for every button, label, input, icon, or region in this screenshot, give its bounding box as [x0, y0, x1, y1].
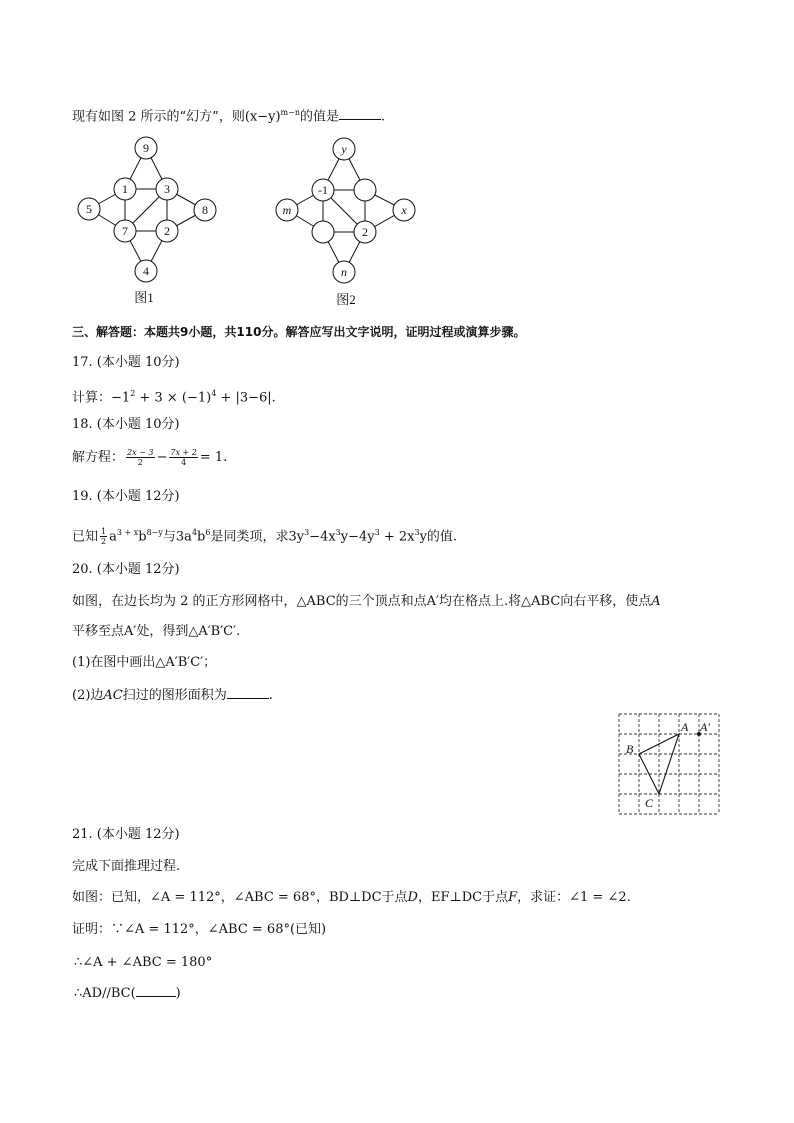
section-3-score: 110 [236, 325, 262, 339]
q18-num2: 7x + 2 [170, 448, 197, 457]
q20-line1-A: A [651, 594, 661, 609]
q19-t3: y−4y [340, 529, 375, 545]
q18-fraction-2 [169, 448, 197, 467]
section-3-count: 9 [180, 325, 189, 339]
q19-fnum: 1 [101, 527, 107, 537]
q20-answer-blank[interactable] [227, 686, 269, 699]
figure-2 [276, 138, 415, 283]
q21-point-d: D [407, 890, 418, 905]
fig1-node-ul: 1 [122, 182, 128, 196]
q21-line2-a: 如图：已知，∠A = 112°，∠ABC = 68°，BD⊥DC于点 [72, 890, 408, 905]
label-b: B [626, 742, 634, 756]
q18-equation [72, 448, 227, 467]
fig2-node-lr: 2 [362, 225, 368, 239]
q21-reason-blank[interactable] [136, 984, 176, 997]
q17-label: 计算： [72, 390, 112, 406]
q17-term1: −1 [111, 390, 131, 406]
q18-num1: 2x − 3 [127, 448, 154, 457]
q21-line2 [72, 889, 631, 907]
q19-fden: 2 [101, 537, 107, 547]
q19-header: 19. (本小题 12分) [72, 489, 180, 504]
q19-a-exp: 3 + x [116, 528, 139, 537]
q18-fraction-1 [126, 448, 154, 467]
figure-1 [78, 137, 216, 282]
q19-statement [72, 524, 457, 546]
q21-line2-b: ，EF⊥DC于点 [417, 890, 509, 905]
q21-point-f: F [508, 890, 518, 905]
fig2-node-bottom: n [341, 265, 347, 279]
q21-line1: 完成下面推理过程. [72, 859, 181, 874]
fig1-node-ll: 7 [122, 224, 128, 238]
q20-part2-text: 扫过的图形面积为 [122, 688, 227, 703]
fig2-caption: 图2 [336, 292, 356, 307]
q16-suffix: 的值是 [300, 109, 340, 125]
q16-answer-blank[interactable] [339, 107, 381, 120]
fig2-node-right: x [401, 203, 407, 217]
q20-line1 [72, 593, 661, 611]
q19-label: 已知 [72, 529, 99, 545]
label-a: A [681, 720, 689, 734]
q19-t3-exp: 3 [374, 528, 380, 537]
q19-fraction [100, 527, 107, 546]
q19-t1-exp: 3 [304, 528, 310, 537]
section-3-rest: 分。解答应写出文字说明，证明过程或演算步骤。 [261, 325, 526, 339]
q16-prefix: 现有如图 2 所示的“幻方”，则(x−y) [72, 109, 281, 125]
q21-line5 [74, 984, 181, 1003]
q19-b: b [138, 529, 147, 545]
q21-line3: 证明：∵∠A = 112°，∠ABC = 68°(已知) [72, 922, 327, 937]
q20-part2-end: . [268, 688, 273, 703]
q18-rhs: = 1. [199, 450, 228, 465]
q18-den1: 2 [137, 458, 143, 467]
magic-square-figures [0, 130, 794, 330]
q17-term2: + 3 × (−1) [135, 390, 212, 406]
fig1-node-right: 8 [202, 203, 208, 217]
label-c: C [645, 796, 654, 810]
q19-tail: 是同类项，求3y [210, 529, 305, 545]
fig1-caption: 图1 [134, 290, 154, 305]
section-3-title: 三、解答题：本题共 [72, 325, 181, 339]
q16-line [72, 104, 385, 126]
q20-part2-edge: AC [103, 688, 123, 703]
q20-part1: (1)在图中画出△A′B′C′； [72, 655, 217, 670]
q17-expression [72, 385, 276, 407]
q16-exponent: m−n [280, 108, 300, 117]
q16-period: . [381, 109, 386, 125]
q18-minus: − [156, 450, 168, 465]
fig2-node-left: m [282, 203, 292, 217]
q19-b2-exp: 6 [205, 528, 211, 537]
q19-b-exp: 8−y [146, 528, 163, 537]
q21-line5-b: ) [175, 986, 181, 1001]
q20-part2-prefix: (2)边 [72, 688, 104, 703]
q19-t5: y的值. [419, 529, 458, 545]
q20-line2: 平移至点A′处，得到△A′B′C′. [72, 624, 241, 639]
section-3-mid: 小题，共 [188, 325, 237, 339]
q19-t4: + 2x [379, 529, 415, 545]
q18-header: 18. (本小题 10分) [72, 417, 180, 432]
fig2-node-top: y [341, 142, 347, 156]
q18-den2: 4 [181, 458, 187, 467]
q18-label: 解方程： [72, 450, 125, 465]
q17-term3: + |3−6|. [216, 390, 276, 406]
q21-header: 21. (本小题 12分) [72, 827, 180, 842]
q20-header: 20. (本小题 12分) [72, 562, 180, 577]
q19-t4-exp: 3 [414, 528, 420, 537]
fig2-node-ul: -1 [318, 183, 328, 197]
q20-part2 [72, 686, 273, 705]
q19-a: a [109, 529, 117, 545]
fig1-node-top: 9 [143, 141, 149, 155]
q19-a2-exp: 4 [191, 528, 198, 537]
q19-b2: b [197, 529, 206, 545]
q17-exp1: 2 [130, 389, 136, 398]
fig1-node-bottom: 4 [143, 264, 149, 278]
q21-line2-c: ，求证：∠1 = ∠2. [517, 890, 631, 905]
q19-mid: 与3a [162, 529, 192, 545]
q21-line4: ∴∠A + ∠ABC = 180° [74, 955, 213, 970]
q19-t2: −4x [309, 529, 336, 545]
translation-grid-figure [615, 710, 725, 820]
q17-header: 17. (本小题 10分) [72, 355, 180, 370]
fig1-node-ur: 3 [164, 182, 170, 196]
fig1-node-lr: 2 [164, 224, 170, 238]
q17-exp2: 4 [211, 389, 217, 398]
q21-line5-a: ∴AD//BC( [74, 986, 136, 1001]
section-3-heading [72, 323, 525, 341]
q19-t2-exp: 3 [335, 528, 341, 537]
q20-line1-text: 如图，在边长均为 2 的正方形网格中，△ABC的三个顶点和点A′均在格点上.将△ABC向右平移，使点 [72, 594, 652, 609]
label-a-prime: A′ [700, 720, 710, 734]
fig1-node-left: 5 [86, 202, 92, 216]
